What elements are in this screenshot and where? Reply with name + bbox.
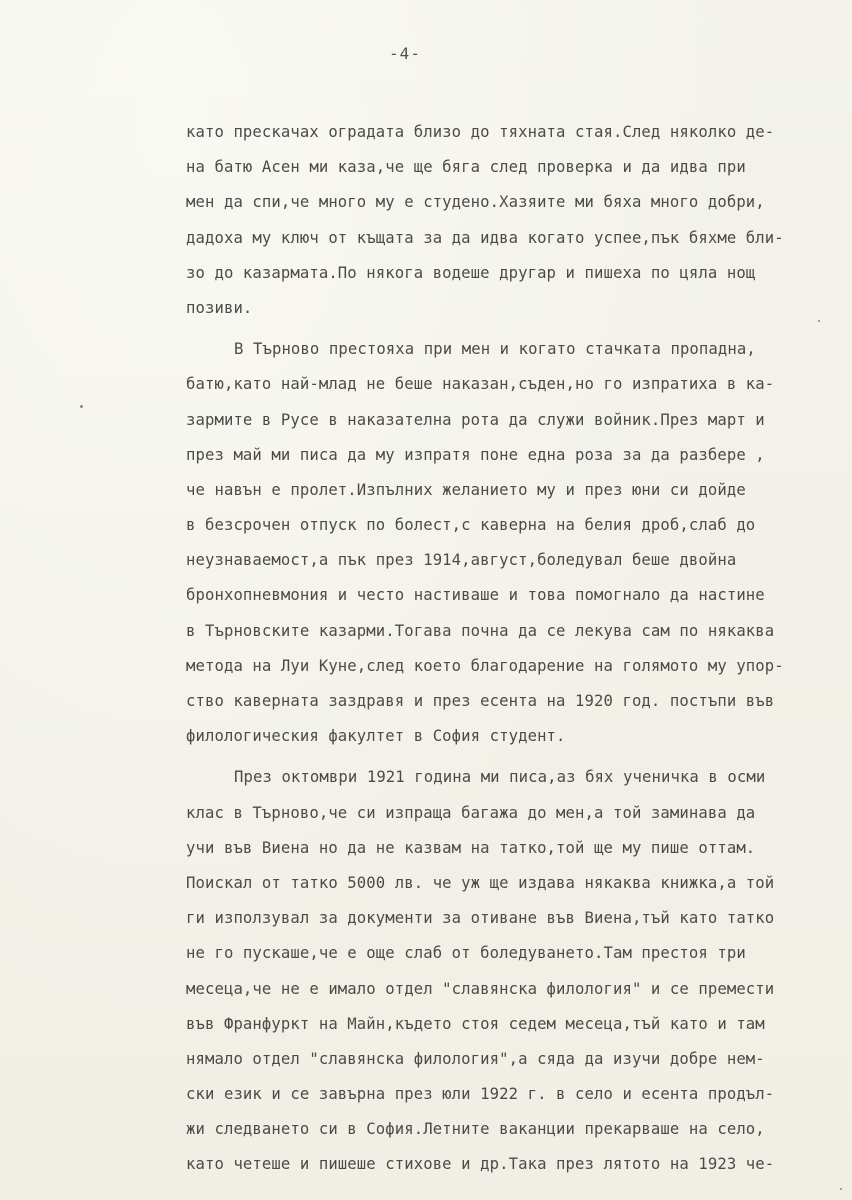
page-number: -4- [389, 44, 421, 63]
text-line: нямало отдел "славянска филология",а сяда да изучи добре нем- [186, 1049, 765, 1068]
text-line: метода на Луи Куне,след което благодарение на голямото му упор- [186, 656, 784, 675]
text-line: в Търновските казарми.Тогава почна да се лекува сам по някаква [186, 621, 775, 640]
text-line: мен да спи,че много му е студено.Хазяите ми бяха много добри, [186, 193, 765, 212]
text-line: учи във Виена но да не казвам на татко,той ще му пише оттам. [186, 838, 756, 857]
text-line: в безсрочен отпуск по болест,с каверна на белия дроб,слаб до [186, 516, 756, 535]
text-line: клас в Търново,че си изпраща багажа до мен,а той заминава да [186, 803, 756, 822]
text-line: филологическия факултет в София студент. [186, 727, 566, 746]
text-line: във Франфуркт на Майн,където стоя седем месеца,тъй като и там [186, 1014, 765, 1033]
text-line: жи следването си в София.Летните ваканции прекарваше на село, [186, 1120, 765, 1139]
ink-speck [818, 320, 820, 322]
text-line: че навън е пролет.Изпълних желанието му и през юни си дойде [186, 480, 746, 499]
body-text [186, 115, 826, 1183]
text-line: през май ми писа да му изпратя поне една роза за да разбере , [186, 445, 765, 464]
text-line: ги използувал за документи за отиване във Виена,тъй като татко [186, 909, 775, 928]
text-line: зо до казармата.По някога водеше другар и пишеха по цяла нощ [186, 263, 756, 282]
text-line: Поискал от татко 5000 лв. че уж ще издава някаква книжка,а той [186, 873, 775, 892]
text-line: позиви. [186, 298, 253, 317]
text-line: бронхопневмония и често настиваше и това помогнало да настине [186, 586, 765, 605]
text-line: През октомври 1921 година ми писа,аз бях ученичка в осми [234, 768, 766, 787]
text-line: ски език и се завърна през юли 1922 г. в село и есента продъл- [186, 1085, 775, 1104]
text-line: месеца,че не е имало отдел "славянска филология" и се премести [186, 979, 775, 998]
text-line: като прескачах оградата близо до тяхната стая.След няколко де- [186, 123, 775, 141]
text-line: не го пускаше,че е още слаб от боледуването.Там престоя три [186, 944, 746, 963]
text-line: зармите в Русе в наказателна рота да служи войник.През март и [186, 410, 765, 429]
text-line: неузнаваемост,а пък през 1914,август,боледувал беше двойна [186, 551, 737, 570]
text-line: батю,като най-млад не беше наказан,съден,но го изпратиха в ка- [186, 375, 775, 394]
ink-speck [840, 1188, 842, 1190]
text-line: ство каверната заздравя и през есента на 1920 год. постъпи във [186, 692, 775, 710]
text-line: на батю Асен ми каза,че ще бяга след проверка и да идва при [186, 158, 746, 177]
text-line: дадоха му ключ от къщата за да идва когато успее,пък бяхме бли- [186, 228, 784, 247]
text-line: като четеше и пишеше стихове и др.Така през лятото на 1923 че- [186, 1155, 775, 1174]
text-line: В Търново престояха при мен и когато стачката пропадна, [234, 340, 756, 359]
ink-speck [80, 405, 83, 408]
